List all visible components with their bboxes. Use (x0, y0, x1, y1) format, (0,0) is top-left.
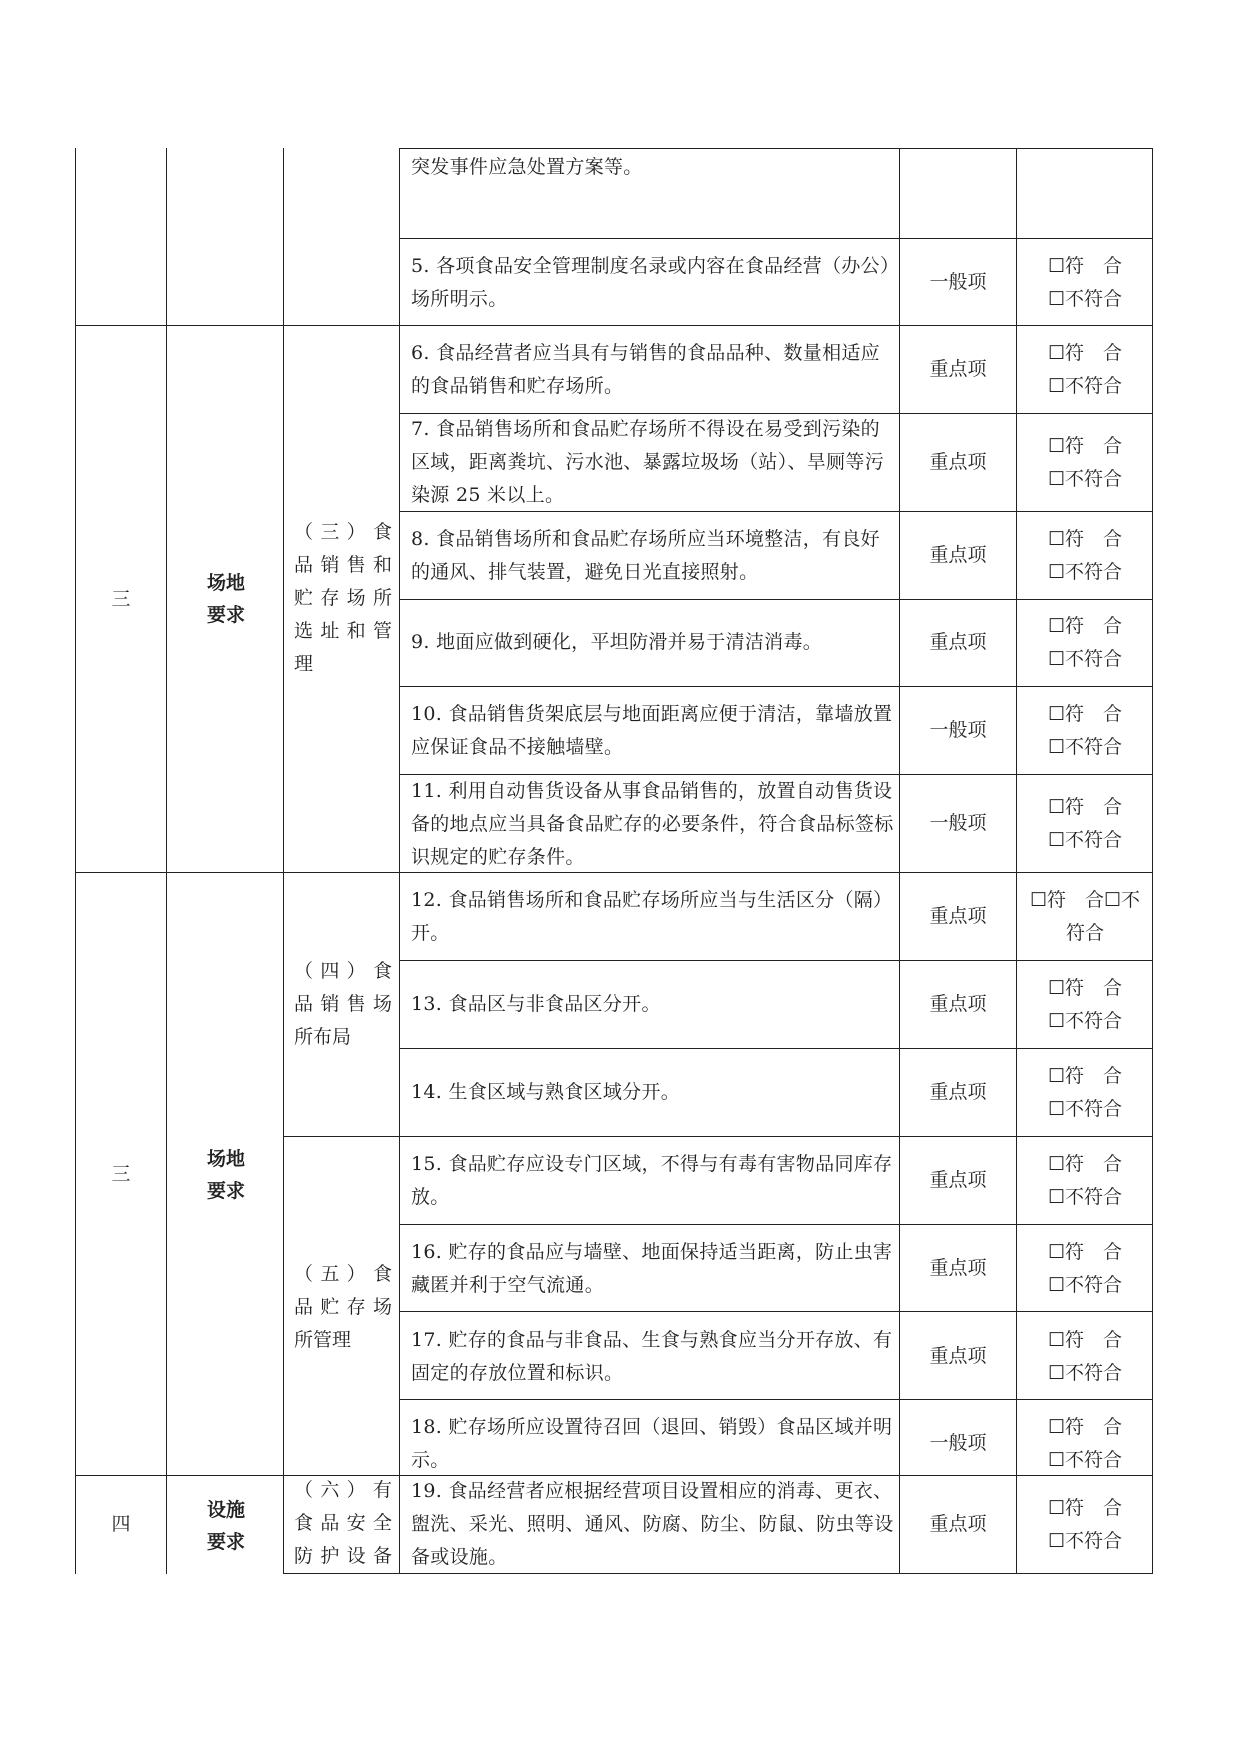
result-option-compliant[interactable]: ☐符 合 (1047, 615, 1123, 637)
item-level: 重点项 (929, 993, 987, 1015)
grid-line (283, 148, 284, 1574)
check-item-text: 5. 各项食品安全管理制度名录或内容在食品经营（办公）场所明示。 (411, 255, 890, 310)
result-option-noncompliant[interactable]: ☐不符合 (1047, 468, 1123, 490)
result-options[interactable] (1018, 1148, 1152, 1214)
grid-line (399, 1311, 1153, 1312)
result-option-compliant[interactable]: ☐符 合 (1047, 342, 1123, 364)
subcategory (294, 955, 392, 1054)
check-item-text: 8. 食品销售场所和食品贮存场所应当环境整洁，有良好的通风、排气装置，避免日光直接照射。 (411, 528, 880, 583)
result-option-noncompliant[interactable]: ☐不符合 (1047, 829, 1123, 851)
subcategory-line: （四）食 (294, 960, 392, 982)
result-options[interactable] (1018, 337, 1152, 403)
result-option-compliant[interactable]: ☐符 合 (1047, 1153, 1123, 1175)
result-option-compliant[interactable]: ☐符 合 (1047, 1416, 1123, 1438)
grid-line (399, 599, 1153, 600)
result-option-noncompliant[interactable]: ☐不符合 (1047, 1010, 1123, 1032)
category-name (168, 1494, 284, 1558)
check-item-text: 18. 贮存场所应设置待召回（退回、销毁）食品区域并明示。 (411, 1416, 893, 1471)
result-option-noncompliant[interactable]: ☐不符合 (1047, 375, 1123, 397)
result-option-compliant[interactable]: ☐符 合 (1047, 435, 1123, 457)
result-options[interactable] (1018, 972, 1152, 1038)
result-options[interactable] (1018, 1060, 1152, 1126)
subcategory-line: 所管理 (294, 1329, 352, 1351)
grid-line (399, 1224, 1153, 1225)
grid-line (283, 1136, 1153, 1137)
grid-line (399, 686, 1153, 687)
item-level: 一般项 (929, 271, 987, 293)
item-level: 重点项 (929, 905, 987, 927)
check-item-text: 10. 食品销售货架底层与地面距离应便于清洁，靠墙放置应保证食品不接触墙壁。 (411, 703, 893, 758)
grid-line (166, 148, 167, 1574)
grid-line (399, 960, 1153, 961)
item-level: 重点项 (929, 1257, 987, 1279)
subcategory (294, 1258, 392, 1357)
grid-line (75, 148, 76, 1574)
subcategory-line: 理 (294, 653, 314, 675)
result-option-compliant[interactable]: ☐符 合 (1047, 796, 1123, 818)
item-level: 重点项 (929, 358, 987, 380)
grid-line (399, 1048, 1153, 1049)
item-level: 一般项 (929, 1432, 987, 1454)
grid-line (1016, 148, 1017, 1574)
subcategory (294, 516, 392, 681)
check-item-text: 16. 贮存的食品应与墙壁、地面保持适当距离，防止虫害藏匿并利于空气流通。 (411, 1241, 893, 1296)
item-level: 一般项 (929, 719, 987, 741)
item-level: 一般项 (929, 812, 987, 834)
item-level: 重点项 (929, 1169, 987, 1191)
subcategory-line: （三）食 (294, 521, 392, 543)
grid-line (399, 238, 1153, 239)
result-options[interactable] (1018, 1236, 1152, 1302)
result-option-compliant[interactable]: ☐符 合 (1047, 255, 1123, 277)
grid-line (1152, 148, 1153, 1574)
result-option-compliant[interactable]: ☐符 合 (1047, 1497, 1123, 1519)
result-options[interactable] (1018, 1324, 1152, 1390)
category-name (168, 1143, 284, 1207)
result-options[interactable] (1018, 1492, 1152, 1558)
check-item-text: 19. 食品经营者应根据经营项目设置相应的消毒、更衣、盥洗、采光、照明、通风、防腐、防尘、防鼠、防虫等设备或设施。 (411, 1480, 894, 1568)
grid-line (399, 148, 1153, 149)
grid-line (75, 325, 1153, 326)
result-options[interactable] (1018, 523, 1152, 589)
category-number: 三 (111, 588, 131, 610)
result-options[interactable] (1018, 791, 1152, 857)
category-name-line: 要求 (206, 1180, 245, 1202)
subcategory-line: 食品安全 (294, 1512, 392, 1534)
result-option-noncompliant[interactable]: ☐不符合 (1047, 561, 1123, 583)
result-options[interactable] (1018, 250, 1152, 316)
check-item-text: 15. 食品贮存应设专门区域，不得与有毒有害物品同库存放。 (411, 1153, 893, 1208)
item-level: 重点项 (929, 1345, 987, 1367)
item-level: 重点项 (929, 451, 987, 473)
result-option-noncompliant[interactable]: 符合 (1065, 922, 1104, 944)
subcategory-line: 贮存场所 (294, 587, 392, 609)
item-level: 重点项 (929, 544, 987, 566)
result-option-noncompliant[interactable]: ☐不符合 (1047, 1274, 1123, 1296)
check-item-text: 12. 食品销售场所和食品贮存场所应当与生活区分（隔）开。 (411, 889, 893, 944)
result-option-noncompliant[interactable]: ☐不符合 (1047, 1449, 1123, 1471)
subcategory-line: （六）有 (294, 1479, 392, 1501)
check-item-text: 6. 食品经营者应当具有与销售的食品品种、数量相适应的食品销售和贮存场所。 (411, 342, 880, 397)
subcategory-line: 所布局 (294, 1026, 352, 1048)
result-option-noncompliant[interactable]: ☐不符合 (1047, 1098, 1123, 1120)
grid-line (399, 1399, 1153, 1400)
category-number: 三 (111, 1163, 131, 1185)
category-name (168, 567, 284, 631)
category-name-line: 要求 (206, 604, 245, 626)
item-level: 重点项 (929, 1081, 987, 1103)
check-item-text: 14. 生食区域与熟食区域分开。 (411, 1081, 681, 1103)
result-option-compliant[interactable]: ☐符 合 (1047, 1329, 1123, 1351)
item-level: 重点项 (929, 1513, 987, 1535)
result-option-noncompliant[interactable]: ☐不符合 (1047, 1362, 1123, 1384)
item-level: 重点项 (929, 631, 987, 653)
category-name-line: 要求 (206, 1531, 245, 1553)
subcategory-line: 防护设备 (294, 1545, 392, 1567)
result-options[interactable] (1018, 610, 1152, 676)
check-item-text: 11. 利用自动售货设备从事食品销售的，放置自动售货设备的地点应当具备食品贮存的必要条件，符合食品标签标识规定的贮存条件。 (411, 780, 894, 868)
category-name-line: 场地 (206, 572, 245, 594)
result-options[interactable] (1018, 430, 1152, 496)
category-name-line: 场地 (206, 1148, 245, 1170)
check-item-text: 突发事件应急处置方案等。 (411, 156, 643, 178)
result-option-compliant[interactable]: ☐符 合 (1047, 977, 1123, 999)
result-option-compliant[interactable]: ☐符 合 (1047, 1241, 1123, 1263)
subcategory-line: 品贮存场 (294, 1296, 392, 1318)
result-option-compliant[interactable]: ☐符 合 (1047, 1065, 1123, 1087)
check-item-text: 7. 食品销售场所和食品贮存场所不得设在易受到污染的区域，距离粪坑、污水池、暴露垃圾场（站）、旱厕等污染源 25 米以上。 (411, 418, 885, 506)
subcategory-line: （五）食 (294, 1263, 392, 1285)
check-item-text: 9. 地面应做到硬化，平坦防滑并易于清洁消毒。 (411, 631, 823, 653)
result-option-compliant[interactable]: ☐符 合 (1047, 703, 1123, 725)
subcategory-line: 品销售场 (294, 993, 392, 1015)
subcategory (294, 1474, 392, 1573)
result-option-noncompliant[interactable]: ☐不符合 (1047, 736, 1123, 758)
result-option-compliant[interactable]: ☐符 合 (1047, 528, 1123, 550)
result-option-noncompliant[interactable]: ☐不符合 (1047, 288, 1123, 310)
result-option-noncompliant[interactable]: ☐不符合 (1047, 1186, 1123, 1208)
result-option-noncompliant[interactable]: ☐不符合 (1047, 1530, 1123, 1552)
check-item-text: 17. 贮存的食品与非食品、生食与熟食应当分开存放、有固定的存放位置和标识。 (411, 1329, 893, 1384)
result-options[interactable] (1018, 1411, 1152, 1477)
subcategory-line: 选址和管 (294, 620, 392, 642)
category-name-line: 设施 (206, 1499, 245, 1521)
grid-line (399, 148, 400, 1574)
result-options[interactable] (1018, 884, 1152, 950)
check-item-text: 13. 食品区与非食品区分开。 (411, 993, 661, 1015)
subcategory-line: 品销售和 (294, 554, 392, 576)
category-number: 四 (111, 1513, 131, 1535)
result-option-compliant[interactable]: ☐符 合☐不 (1029, 889, 1141, 911)
result-option-noncompliant[interactable]: ☐不符合 (1047, 648, 1123, 670)
result-options[interactable] (1018, 698, 1152, 764)
